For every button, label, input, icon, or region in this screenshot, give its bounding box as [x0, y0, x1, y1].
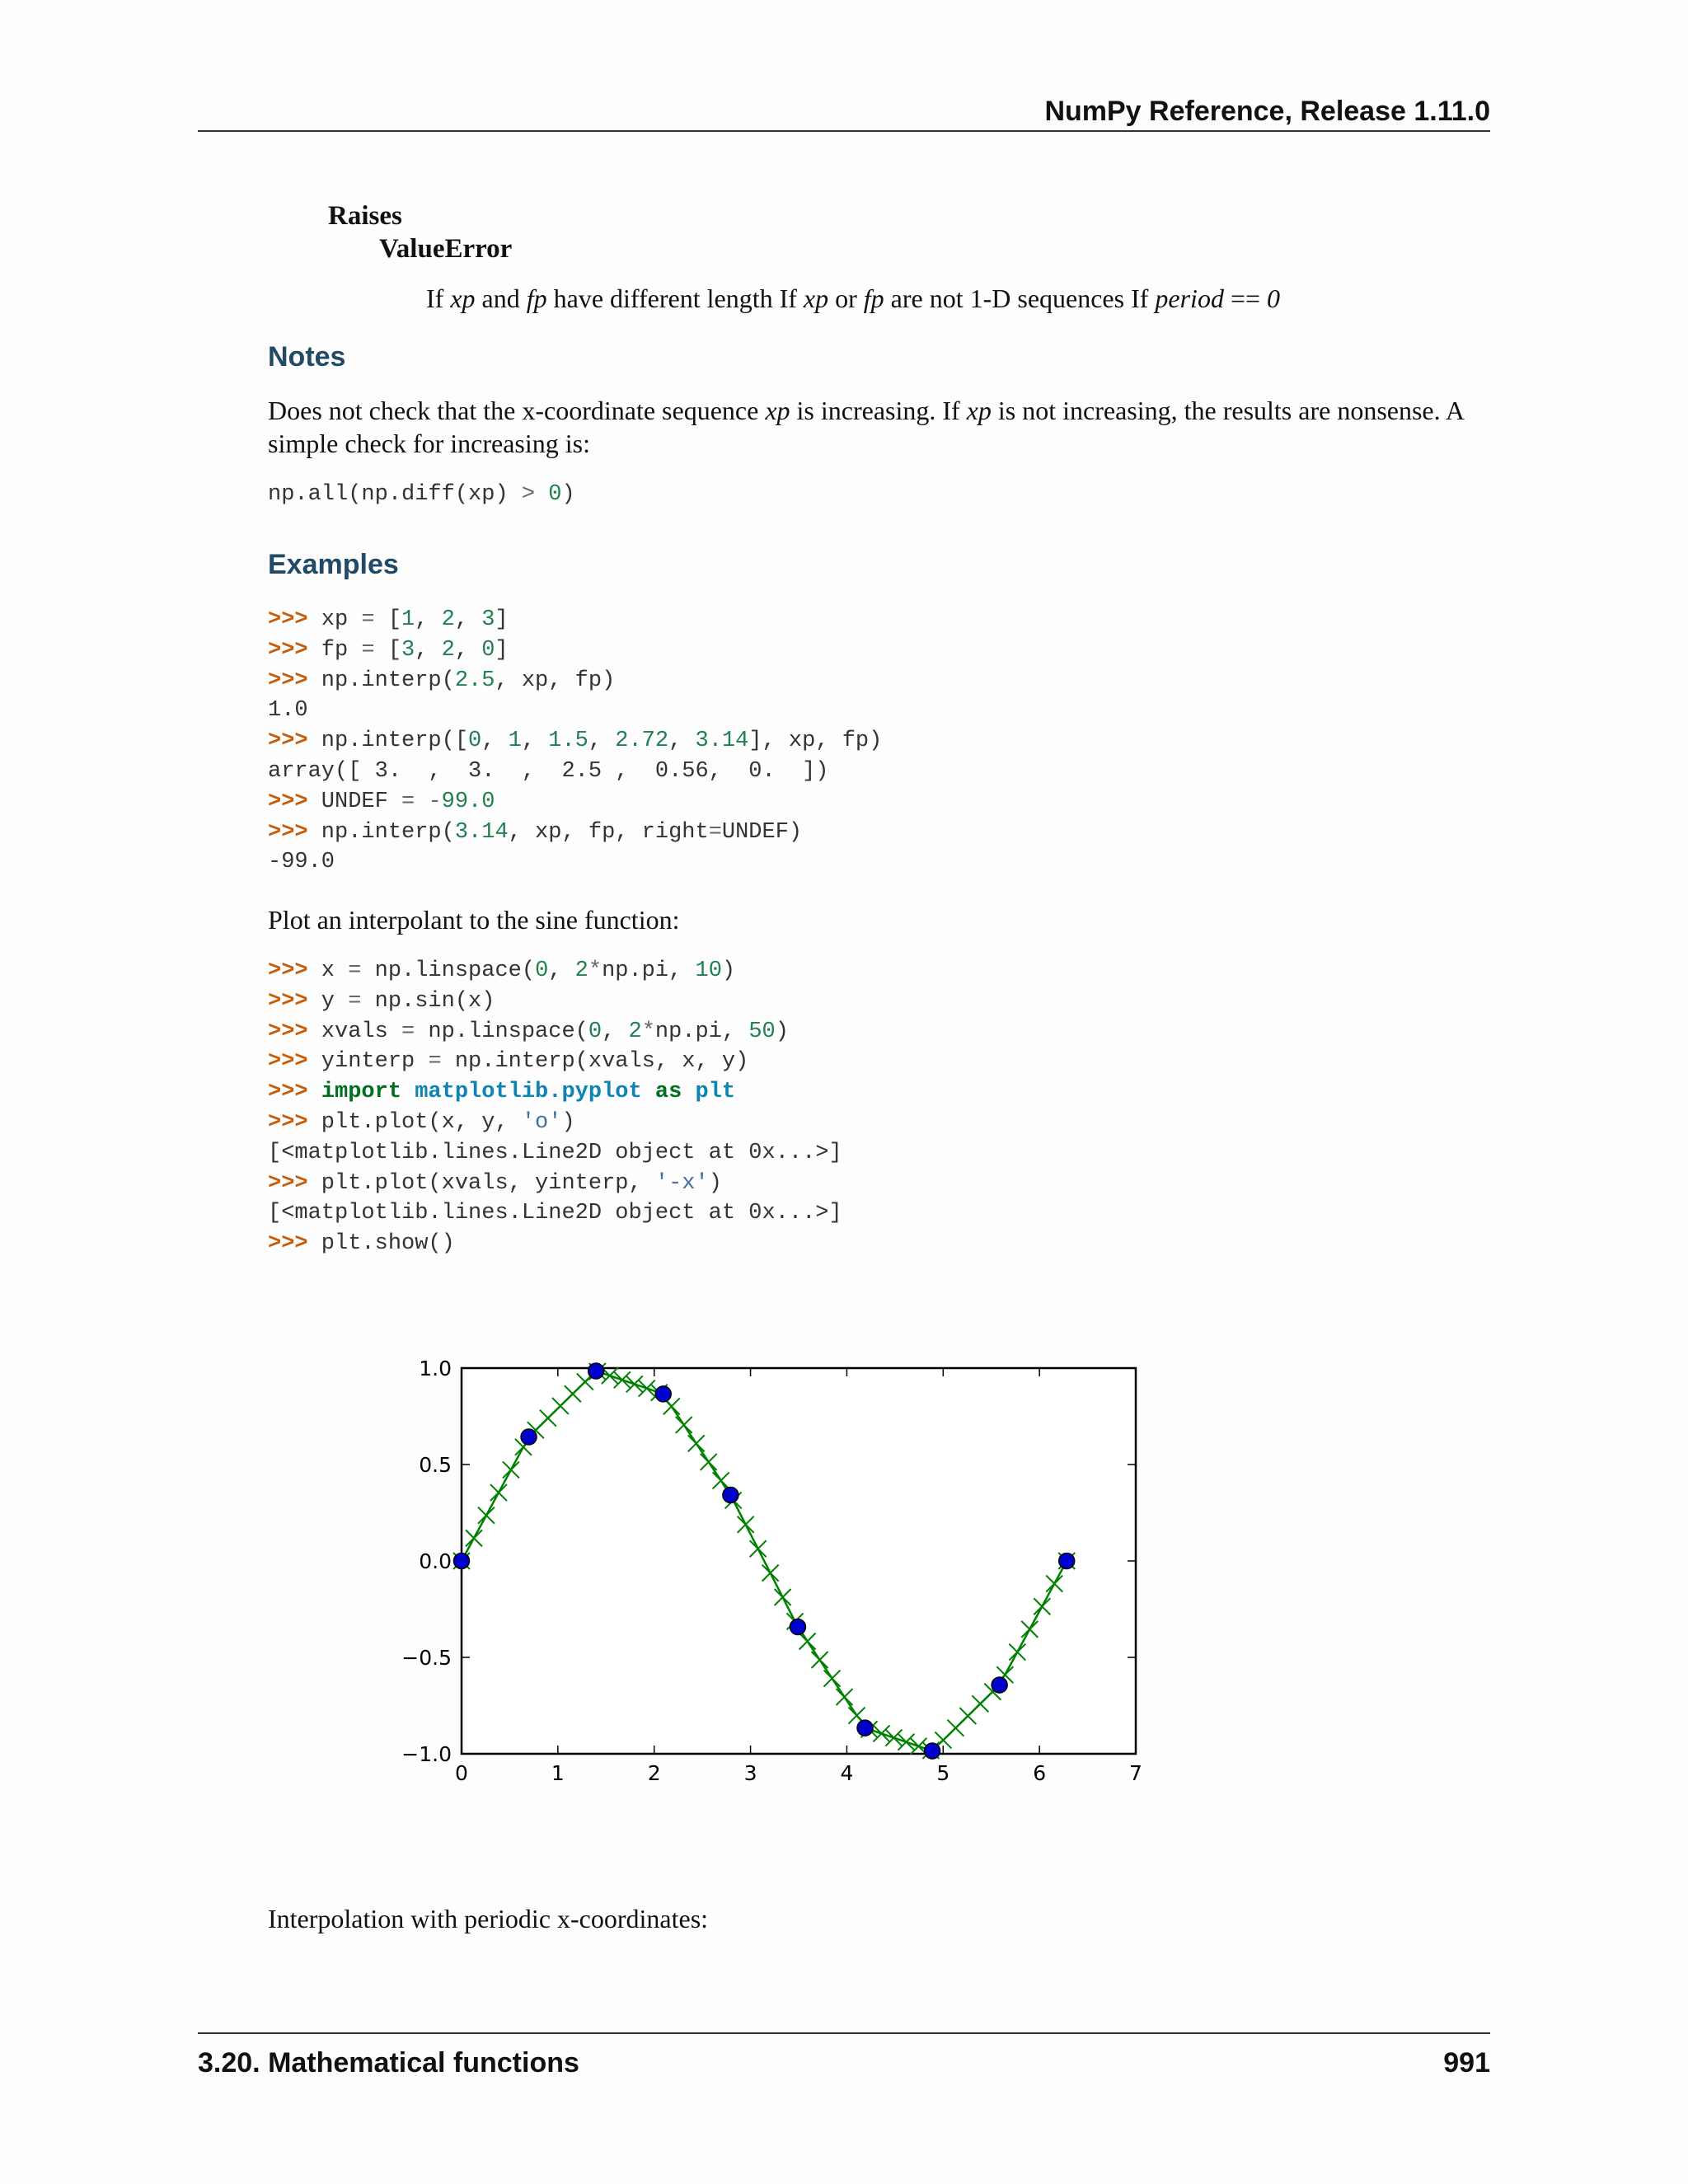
- sample-point: [857, 1720, 873, 1736]
- x-tick-label: 7: [1129, 1761, 1142, 1785]
- italic-term: xp: [803, 284, 829, 313]
- sample-point: [521, 1429, 537, 1445]
- sample-point: [1059, 1554, 1075, 1569]
- examples-code-block-2: [268, 956, 842, 1259]
- sample-point: [925, 1743, 940, 1759]
- italic-term: xp: [966, 396, 992, 425]
- sample-point: [454, 1554, 470, 1569]
- text-run: are not 1-D sequences If: [884, 284, 1156, 313]
- sample-point: [992, 1677, 1007, 1693]
- page-footer: [198, 2032, 1490, 2083]
- plot-intro-text: Plot an interpolant to the sine function:: [268, 905, 680, 935]
- y-tick-label: −0.5: [401, 1646, 452, 1670]
- sample-point: [588, 1363, 604, 1379]
- italic-term: period: [1155, 284, 1224, 313]
- code-line: np.all(np.diff(xp) > 0): [268, 482, 575, 507]
- raises-exception: ValueError: [379, 234, 513, 264]
- x-tick-label: 4: [840, 1761, 854, 1785]
- text-run: Does not check that the x-coordinate sequence: [268, 396, 766, 425]
- code-line: >>> np.interp([0, 1, 1.5, 2.72, 3.14], xp, fp): [268, 729, 883, 754]
- code-line: [<matplotlib.lines.Line2D object at 0x...>]: [268, 1201, 842, 1226]
- code-line: array([ 3. , 3. , 2.5 , 0.56, 0. ]): [268, 758, 829, 784]
- x-tick-label: 2: [647, 1761, 661, 1785]
- y-tick-label: 1.0: [419, 1357, 452, 1380]
- x-tick-label: 1: [551, 1761, 565, 1785]
- code-line: >>> fp = [3, 2, 0]: [268, 637, 509, 663]
- y-tick-label: −1.0: [401, 1742, 452, 1766]
- x-tick-label: 0: [455, 1761, 468, 1785]
- y-tick-label: 0.0: [419, 1549, 452, 1573]
- text-run: is not increasing, the results are nonsense. A simple check for increasing is:: [268, 396, 1464, 458]
- code-line: 1.0: [268, 698, 308, 724]
- code-line: >>> import matplotlib.pyplot as plt: [268, 1080, 736, 1105]
- code-line: >>> np.interp(3.14, xp, fp, right=UNDEF): [268, 819, 803, 845]
- code-line: >>> UNDEF = -99.0: [268, 789, 495, 814]
- periodic-intro-text: Interpolation with periodic x-coordinates:: [268, 1904, 709, 1933]
- italic-term: xp: [450, 284, 476, 313]
- code-line: [<matplotlib.lines.Line2D object at 0x...>]: [268, 1140, 842, 1165]
- code-line: >>> plt.plot(x, y, 'o'): [268, 1109, 575, 1135]
- footer-page-number: 991: [1443, 2047, 1490, 2079]
- x-tick-label: 5: [936, 1761, 950, 1785]
- x-tick-label: 6: [1033, 1761, 1047, 1785]
- code-line: >>> plt.show(): [268, 1231, 455, 1257]
- sample-point: [655, 1386, 671, 1402]
- code-line: >>> xvals = np.linspace(0, 2*np.pi, 50): [268, 1019, 789, 1044]
- code-line: >>> x = np.linspace(0, 2*np.pi, 10): [268, 958, 736, 983]
- plot-frame: [462, 1368, 1136, 1754]
- notes-heading: Notes: [268, 341, 346, 373]
- notes-paragraph: [268, 394, 1496, 460]
- raises-label: Raises: [328, 201, 402, 231]
- sample-point: [723, 1487, 738, 1502]
- x-tick-label: 3: [743, 1761, 757, 1785]
- text-run: or: [828, 284, 864, 313]
- code-line: >>> y = np.sin(x): [268, 988, 495, 1014]
- italic-term: fp: [863, 284, 884, 313]
- code-line: >>> xp = [1, 2, 3]: [268, 607, 509, 632]
- y-tick-label: 0.5: [419, 1453, 452, 1477]
- italic-term: fp: [526, 284, 547, 313]
- italic-term: xp: [765, 396, 790, 425]
- notes-code: [268, 480, 575, 510]
- examples-code-block-1: [268, 605, 882, 878]
- page-header: NumPy Reference, Release 1.11.0: [198, 92, 1490, 132]
- code-line: >>> plt.plot(xvals, yinterp, '-x'): [268, 1170, 722, 1196]
- sine-interpolation-chart: [387, 1352, 1162, 1813]
- text-run: ==: [1223, 284, 1268, 313]
- examples-heading: Examples: [268, 549, 399, 580]
- raises-description: [426, 284, 1280, 314]
- code-line: >>> np.interp(2.5, xp, fp): [268, 668, 616, 693]
- text-run: is increasing. If: [790, 396, 967, 425]
- text-run: have different length If: [546, 284, 804, 313]
- text-run: If: [426, 284, 451, 313]
- footer-section: 3.20. Mathematical functions: [198, 2047, 579, 2079]
- code-line: -99.0: [268, 850, 335, 875]
- sample-point: [790, 1619, 805, 1635]
- code-line: >>> yinterp = np.interp(xvals, x, y): [268, 1049, 749, 1075]
- text-run: and: [475, 284, 527, 313]
- italic-term: 0: [1267, 284, 1281, 313]
